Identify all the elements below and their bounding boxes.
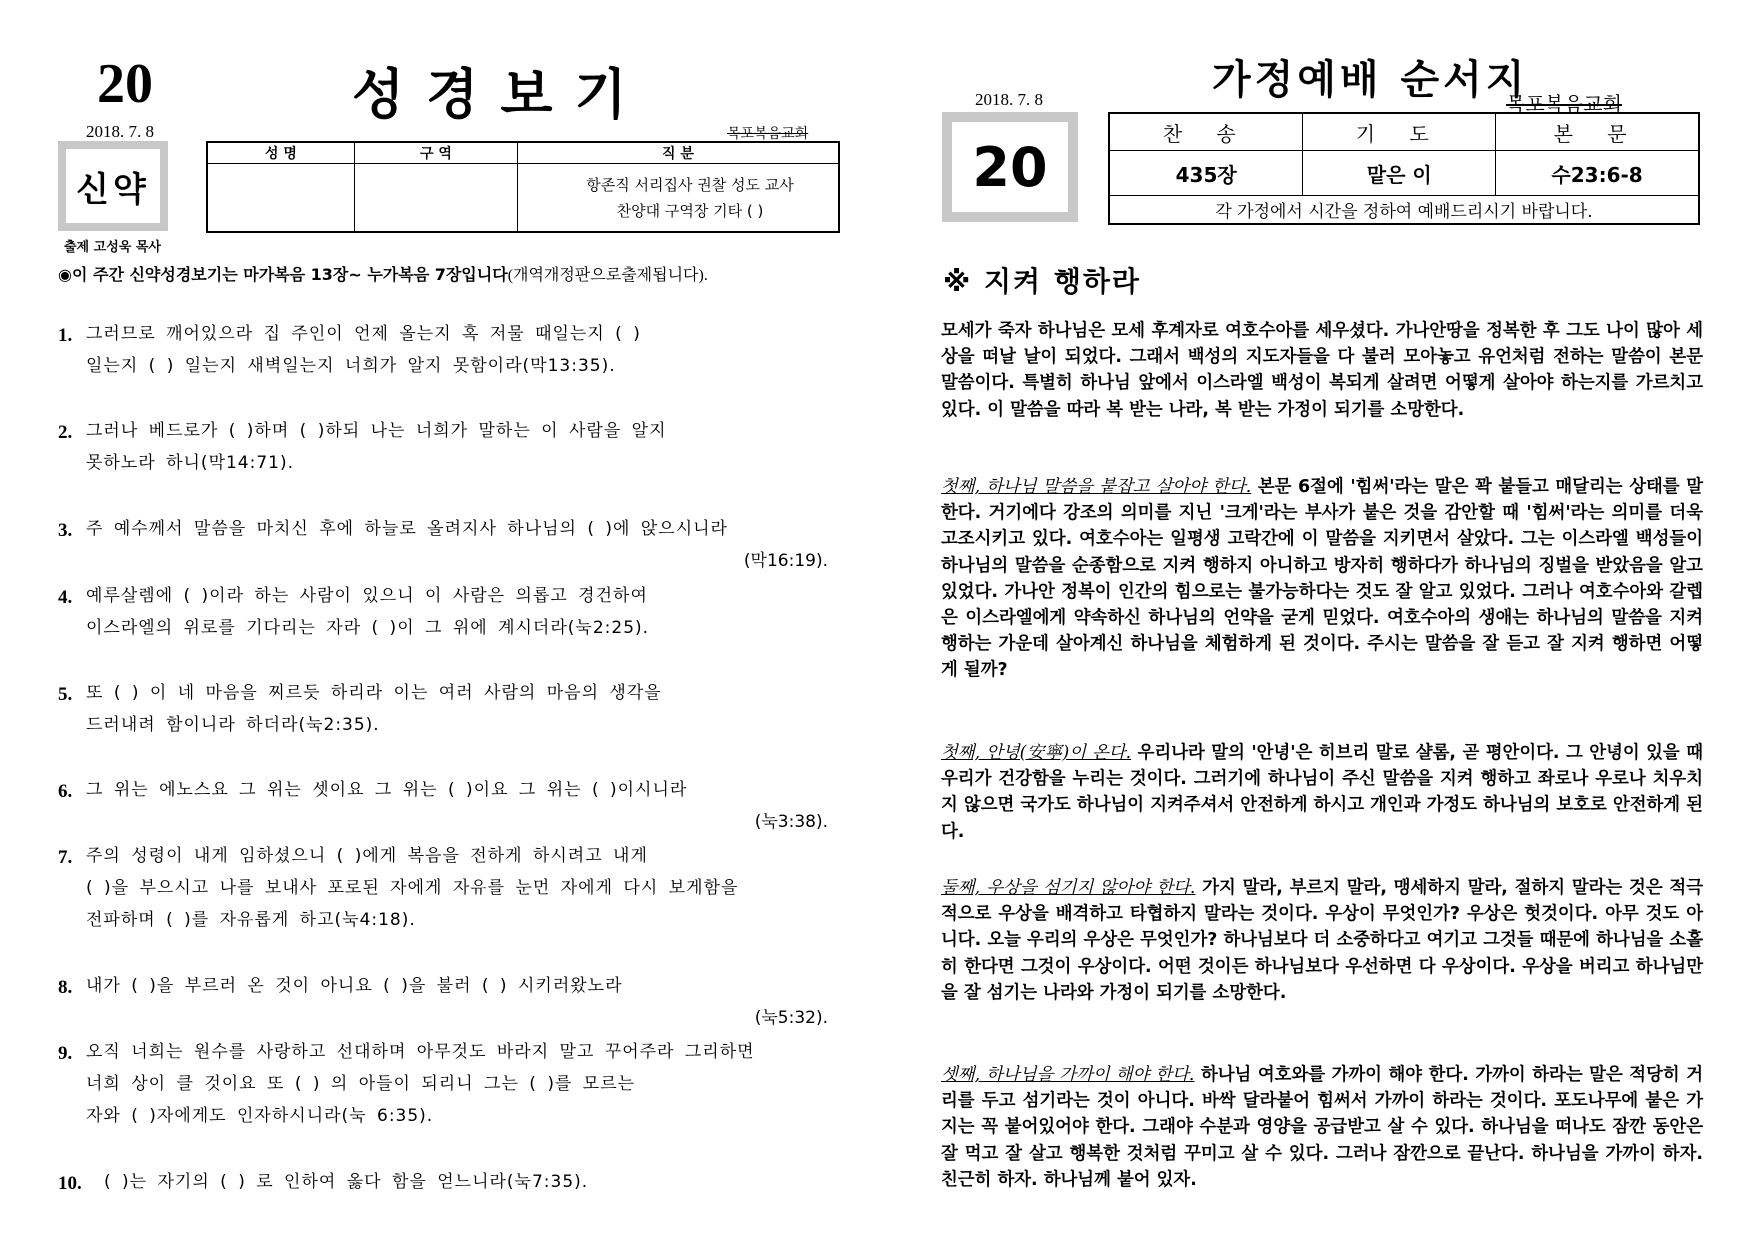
question-line: ( )을 부으시고 나를 보내사 포로된 자에게 자유를 눈먼 자에게 다시 보게함을 xyxy=(86,878,739,898)
order-footer: 각 가정에서 시간을 정하여 예배드리시기 바랍니다. xyxy=(1109,196,1699,225)
question xyxy=(58,1036,828,1132)
prayer-value: 맡은 이 xyxy=(1303,151,1496,196)
sermon-paragraph xyxy=(941,875,1703,1006)
question-reference: (눅3:38). xyxy=(754,812,828,832)
question-line: 또 ( ) 이 네 마음을 찌르듯 하리라 이는 여러 사람의 마음의 생각을 xyxy=(86,683,662,703)
sermon-paragraph xyxy=(941,740,1703,845)
question-number: 8. xyxy=(58,977,73,998)
worship-title: 가정예배 순서지 xyxy=(1212,57,1529,103)
question-line: 내가 ( )을 부르러 온 것이 아니요 ( )을 불러 ( ) 시키러왔노라 xyxy=(86,976,623,996)
question xyxy=(58,840,828,936)
question-number: 3. xyxy=(58,520,73,541)
paragraph-body: 우리나라 말의 '안녕'은 히브리 말로 샬롬, 곧 평안이다. 그 안녕이 있을 때 우리가 건강함을 누리는 것이다. 그러기에 하나님이 주신 말씀을 지켜 행하고 좌로나 우로나 치우치지 않으면 국가도 하나님이 지켜주셔서 안전하게 하시고 개인과 가정도 하나님의 보호로 안전하게 된다. xyxy=(941,743,1704,842)
roles-line: 항존직 서리집사 권찰 성도 교사 xyxy=(586,175,794,194)
church-name: 목포복음교회 xyxy=(1506,92,1622,116)
header-position: 직 분 xyxy=(518,142,840,164)
question-reference: (막16:19). xyxy=(743,551,828,571)
paragraph-heading: 첫째, 하나님 말씀을 붙잡고 살아야 한다. xyxy=(941,477,1252,497)
position-options[interactable] xyxy=(518,164,840,233)
sermon-title: ※ 지켜 행하라 xyxy=(943,265,1141,298)
question-number: 10. xyxy=(58,1173,82,1194)
question-line: 일는지 ( ) 일는지 새벽일는지 너희가 알지 못함이라(막13:35). xyxy=(86,356,616,376)
header-prayer: 기 도 xyxy=(1303,113,1496,151)
question xyxy=(58,580,828,644)
district-field[interactable] xyxy=(355,164,518,233)
date: 2018. 7. 8 xyxy=(975,90,1043,109)
question-number: 7. xyxy=(58,847,73,868)
question-number: 1. xyxy=(58,325,73,346)
intro-text xyxy=(58,262,708,285)
paragraph-body: 모세가 죽자 하나님은 모세 후계자로 여호수아를 세우셨다. 가나안땅을 정복한 후 그도 나이 많아 세상을 떠날 날이 되었다. 그래서 백성의 지도자들을 다 불러 모아놓고 유언처럼 전하는 말씀이 본문 말씀이다. 특별히 하나님 앞에서 이스라엘 백성이 복되게 살려면 어떻게 살아야 하는지를 가르치고 있다. 이 말씀을 따라 복 받는 나라, 복 받는 가정이 되기를 소망한다. xyxy=(941,321,1703,420)
question-number: 4. xyxy=(58,587,73,608)
question-line: 예루살렘에 ( )이라 하는 사람이 있으니 이 사람은 의롭고 경건하여 xyxy=(86,586,648,606)
paragraph-heading: 둘째, 우상을 섬기지 않아야 한다. xyxy=(941,878,1196,898)
question-reference: (눅5:32). xyxy=(754,1008,828,1028)
question-line: 못하노라 하니(막14:71). xyxy=(86,453,295,473)
roles-line: 찬양대 구역장 기타 ( ) xyxy=(616,201,764,220)
question-number: 2. xyxy=(58,422,73,443)
name-field[interactable] xyxy=(207,164,355,233)
question-line: 오직 너희는 원수를 사랑하고 선대하며 아무것도 바라지 말고 꾸어주라 그리하면 xyxy=(86,1042,755,1062)
intro-sub: (개역개정판으로출제됩니다). xyxy=(507,267,708,284)
date: 2018. 7. 8 xyxy=(86,122,154,141)
question-line: 전파하며 ( )를 자유롭게 하고(눅4:18). xyxy=(86,910,416,930)
church-name: 목포복음교회 xyxy=(727,126,809,142)
question-line: 주 예수께서 말씀을 마치신 후에 하늘로 올려지사 하나님의 ( )에 앉으시니라 xyxy=(86,519,728,539)
header-scripture: 본 문 xyxy=(1496,113,1699,151)
question-number: 6. xyxy=(58,781,73,802)
question-line: ( )는 자기의 ( ) 로 인하여 옳다 함을 얻느니라(눅7:35). xyxy=(104,1172,589,1192)
question-line: 이스라엘의 위로를 기다리는 자라 ( )이 그 위에 계시더라(눅2:25). xyxy=(86,618,650,638)
author: 출제 고성욱 목사 xyxy=(64,240,161,255)
question xyxy=(58,1166,828,1198)
paragraph-body: 본문 6절에 '힘써'라는 말은 꽉 붙들고 매달리는 상태를 말한다. 거기에다 강조의 의미를 지닌 '크게'라는 부사가 붙은 것을 감안할 때 '힘써'라는 의미를 더욱 고조시키고 있다. 여호수아는 일평생 고락간에 이 말씀을 지키면서 살았다. 그는 이스라엘 백성들이 하나님의 말씀을 순종함으로 지켜 행하지 아니하고 방자히 행하다가 하나님의 징벌을 받았음을 알고 있었다. 가나안 정복이 인간의 힘으로는 불가능하다는 것도 잘 알고 있었다. 그러나 여호수아와 갈렙은 이스라엘에게 약속하신 하나님의 언약을 굳게 믿었다. 여호수아의 생애는 하나님의 말씀을 지켜 행하는 가운데 살아계신 하나님을 체험하게 된 것이다. 주시는 말씀을 잘 듣고 잘 지켜 행하면 어떻게 될까? xyxy=(941,477,1704,681)
paragraph-body: 가지 말라, 부르지 말라, 맹세하지 말라, 절하지 말라는 것은 적극적으로 우상을 배격하고 타협하지 말라는 것이다. 우상이 무엇인가? 우상은 헛것이다. 아무 것도 아니다. 오늘 우리의 우상은 무엇인가? 하나님보다 더 소중하다고 여기고 그것들 때문에 하나님을 소홀히 한다면 그것이 우상이다. 어떤 것이든 하나님보다 우선하면 다 우상이다. 우상을 버리고 하나님만을 잘 섬기는 나라와 가정이 되기를 소망한다. xyxy=(941,878,1704,1003)
scripture-value: 수23:6-8 xyxy=(1496,151,1699,196)
member-info-table xyxy=(206,141,840,233)
question-line: 드러내려 함이니라 하더라(눅2:35). xyxy=(86,715,380,735)
question-line: 자와 ( )자에게도 인자하시니라(눅 6:35). xyxy=(86,1106,434,1126)
question-line: 그러므로 깨어있으라 집 주인이 언제 올는지 혹 저물 때일는지 ( ) xyxy=(86,324,641,344)
page-title: 성경보기 xyxy=(352,63,649,126)
question xyxy=(58,774,828,838)
question-line: 그 위는 에노스요 그 위는 셋이요 그 위는 ( )이요 그 위는 ( )이시니라 xyxy=(86,780,688,800)
intro-main: ◉이 주간 신약성경보기는 마가복음 13장~ 누가복음 7장입니다 xyxy=(58,265,508,284)
question-number: 9. xyxy=(58,1043,73,1064)
paragraph-heading: 셋째, 하나님을 가까이 해야 한다. xyxy=(941,1065,1195,1085)
worship-order-table xyxy=(1108,112,1700,225)
header-name: 성 명 xyxy=(207,142,355,164)
paragraph-heading: 첫째, 안녕(安寧)이 온다. xyxy=(941,743,1132,763)
question xyxy=(58,970,828,1034)
issue-number: 20 xyxy=(942,112,1078,222)
header-district: 구 역 xyxy=(355,142,518,164)
testament-label: 신약 xyxy=(58,141,168,231)
sermon-paragraph xyxy=(941,1062,1703,1193)
question-line: 너희 상이 클 것이요 또 ( ) 의 아들이 되리니 그는 ( )를 모르는 xyxy=(86,1074,636,1094)
paragraph-body: 하나님 여호와를 가까이 해야 한다. 가까이 하라는 말은 적당히 거리를 두고 섬기라는 것이 아니다. 바싹 달라붙어 힘써서 가까이 하라는 것이다. 포도나무에 붙은 가지는 꼭 붙어있어야 한다. 그래야 수분과 영양을 공급받고 살 수 있다. 하나님을 떠나도 잠깐 동안은 잘 먹고 잘 살고 행복한 것처럼 꾸미고 살 수 있다. 그러나 잠깐으로 끝난다. 하나님을 가까이 하자. 친근히 하자. 하나님께 붙어 있자. xyxy=(941,1065,1704,1190)
question xyxy=(58,677,828,741)
hymn-value: 435장 xyxy=(1109,151,1303,196)
question xyxy=(58,415,828,479)
question-line: 그러나 베드로가 ( )하며 ( )하되 나는 너희가 말하는 이 사람을 알지 xyxy=(86,421,667,441)
question-number: 5. xyxy=(58,684,73,705)
question xyxy=(58,318,828,382)
header-hymn: 찬 송 xyxy=(1109,113,1303,151)
question-line: 주의 성령이 내게 임하셨으니 ( )에게 복음을 전하게 하시려고 내게 xyxy=(86,846,648,866)
sermon-paragraph xyxy=(941,318,1703,423)
sermon-paragraph xyxy=(941,474,1703,684)
lesson-number: 20 xyxy=(97,53,153,115)
question xyxy=(58,513,828,577)
